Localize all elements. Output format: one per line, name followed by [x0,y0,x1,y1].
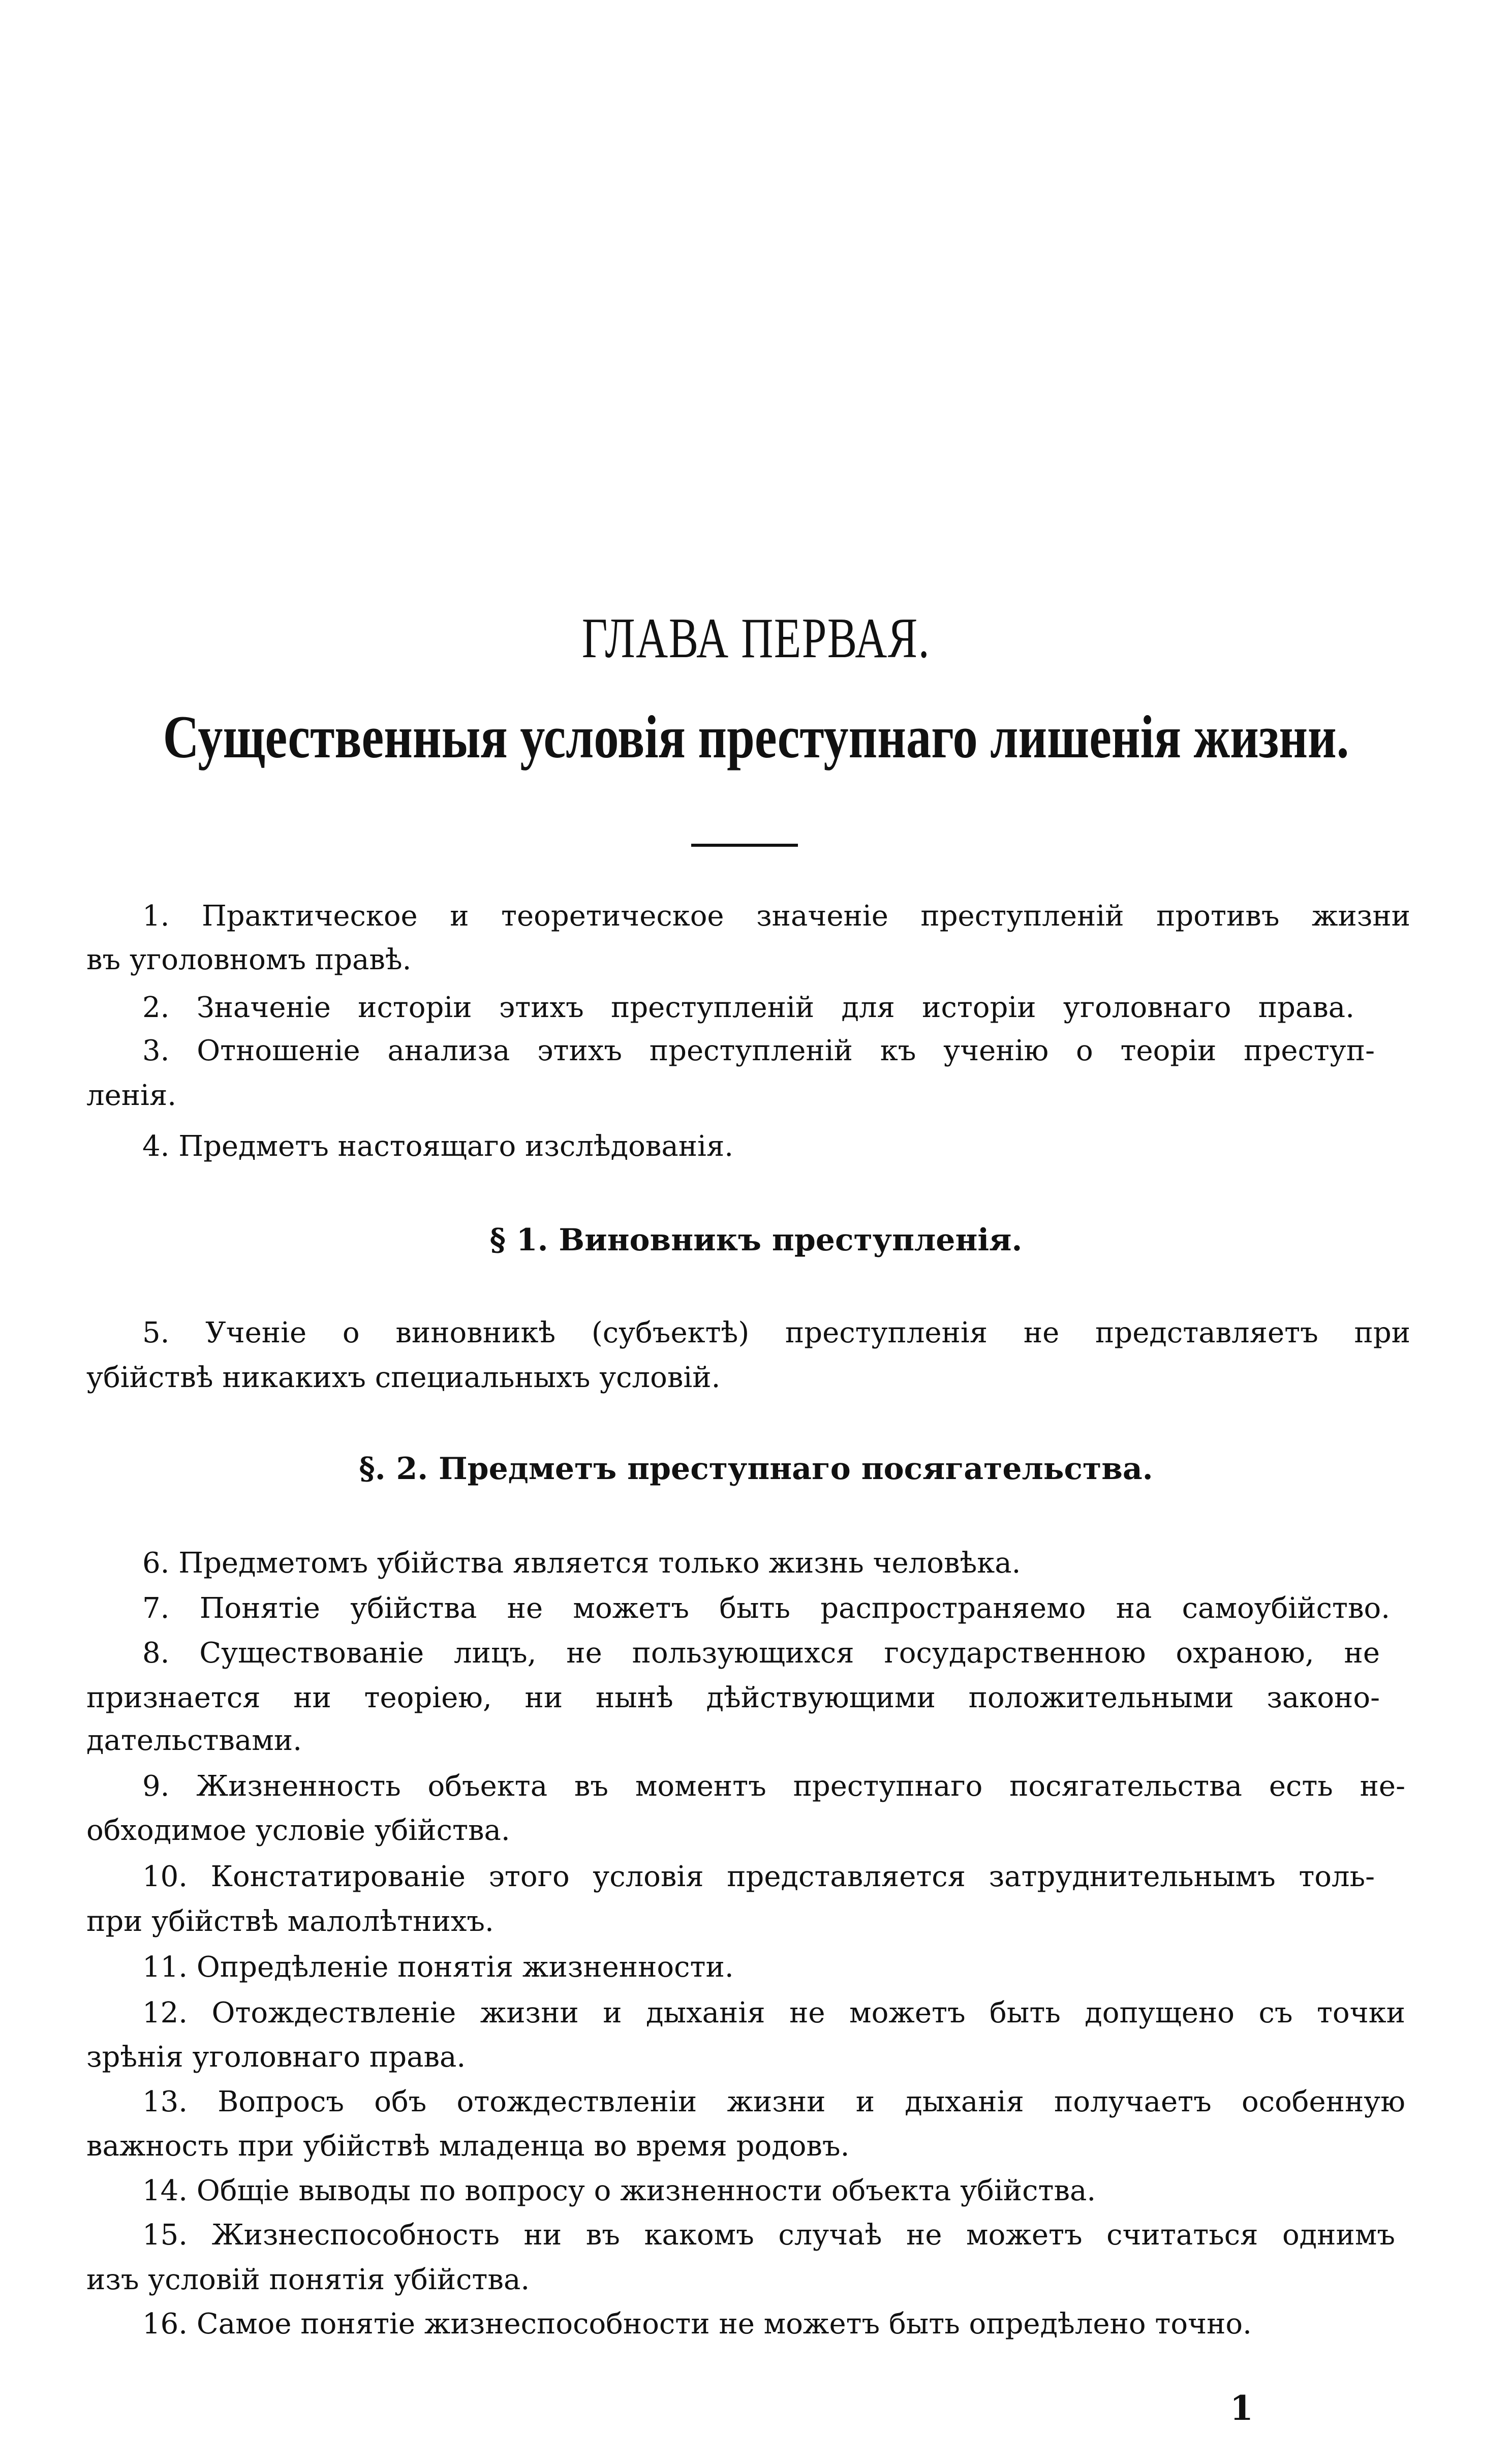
toc-line-6: 4. Предметъ настоящаго изслѣдованія. [142,1130,734,1163]
chapter-subtitle: Существенныя условія преступнаго лишенія жизни. [163,703,1349,771]
section-2-line-17: изъ условій понятія убійства. [86,2263,530,2296]
section-2-line-14: важность при убійствѣ младенца во время родовъ. [86,2130,850,2163]
section-2-line-5: дательствами. [86,1724,302,1757]
section-2-line-1: 6. Предметомъ убійства является только жизнь человѣка. [142,1547,1021,1580]
section-2-title: §. 2. Предметъ преступнаго посягательства. [359,1451,1153,1487]
section-2-line-8: 10. Констатированіе этого условія представляется затруднительнымъ толь- [142,1860,1375,1893]
section-2-line-18: 16. Самое понятіе жизнеспособности не можетъ быть опредѣлено точно. [142,2308,1252,2341]
section-2-line-10: 11. Опредѣленіе понятія жизненности. [142,1951,734,1984]
section-2-line-15: 14. Общіе выводы по вопросу о жизненности объекта убійства. [142,2174,1096,2207]
toc-line-1: 1. Практическое и теоретическое значеніе преступленій противъ жизни [142,900,1410,933]
section-1-line-2: убійствѣ никакихъ специальныхъ условій. [86,1361,721,1394]
section-2-line-12: зрѣнія уголовнаго права. [86,2041,466,2074]
section-2-line-4: признается ни теоріею, ни нынѣ дѣйствующими положительными законо- [86,1681,1380,1714]
section-1-line-1: 5. Ученіе о виновникѣ (субъектѣ) преступленія не представляетъ при [142,1316,1410,1349]
section-2-line-9: при убійствѣ малолѣтнихъ. [86,1905,494,1938]
toc-line-4: 3. Отношеніе анализа этихъ преступленій къ ученію о теоріи преступ- [142,1034,1375,1067]
section-2-line-11: 12. Отождествленіе жизни и дыханія не можетъ быть допущено съ точки [142,1996,1405,2029]
section-2-line-6: 9. Жизненность объекта въ моментъ преступнаго посягательства есть не- [142,1770,1405,1803]
section-2-line-2: 7. Понятіе убійства не можетъ быть распространяемо на самоубійство. [142,1592,1390,1625]
section-2-line-16: 15. Жизнеспособность ни въ какомъ случаѣ не можетъ считаться однимъ [142,2219,1395,2252]
chapter-title: ГЛАВА ПЕРВАЯ. [581,607,931,670]
toc-line-2: въ уголовномъ правѣ. [86,943,412,976]
section-1-title: § 1. Виновникъ преступленія. [489,1222,1023,1258]
page-number: 1 [1230,2388,1253,2428]
toc-line-5: ленія. [86,1079,177,1112]
toc-line-3: 2. Значеніе исторіи этихъ преступленій для исторіи уголовнаго права. [142,991,1354,1024]
section-2-line-13: 13. Вопросъ объ отождествленіи жизни и дыханія получаетъ особенную [142,2085,1405,2118]
section-2-line-7: обходимое условіе убійства. [86,1814,510,1847]
section-2-line-3: 8. Существованіе лицъ, не пользующихся государственною охраною, не [142,1637,1380,1670]
